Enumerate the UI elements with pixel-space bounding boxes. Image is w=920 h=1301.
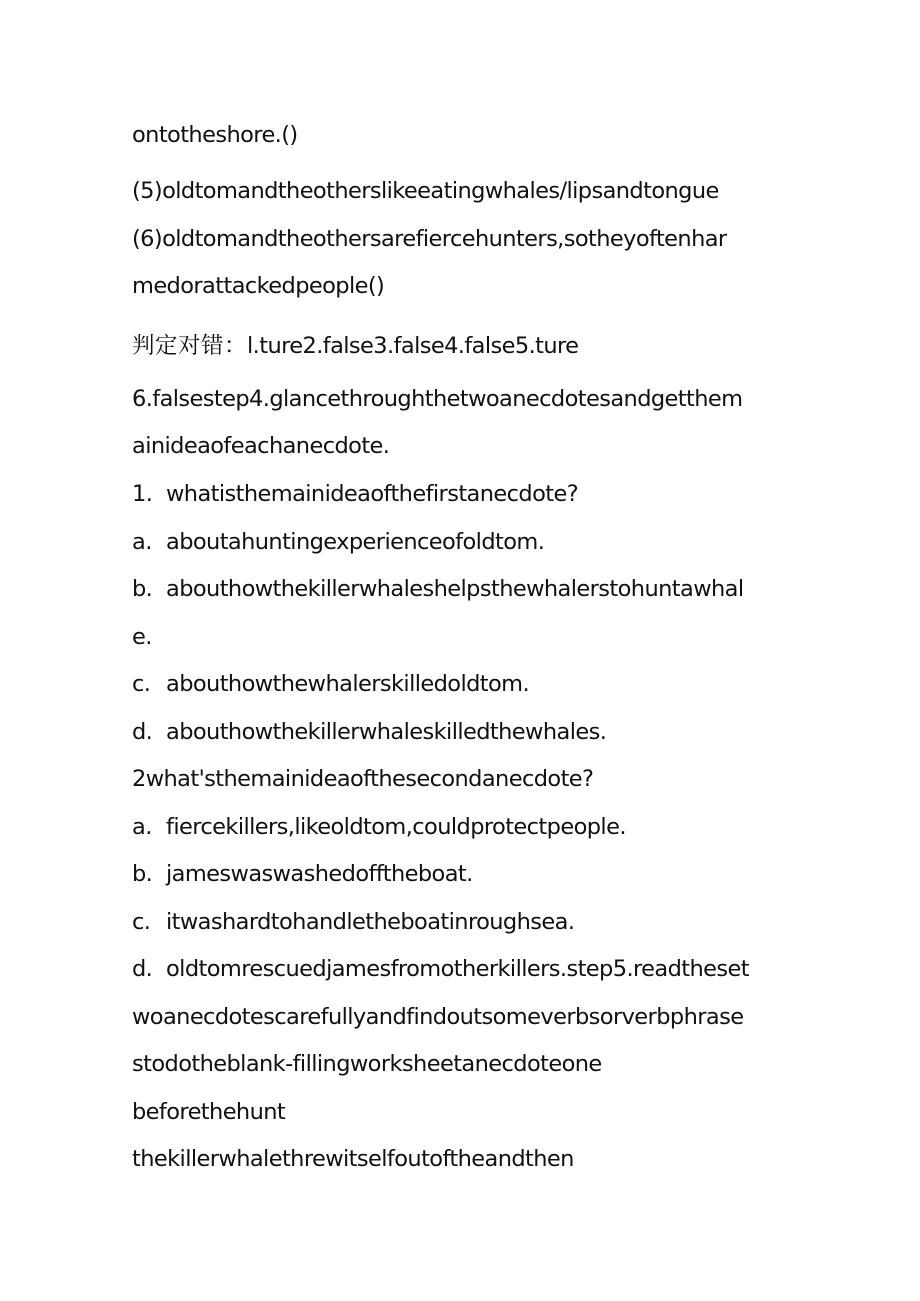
option-label: d. <box>132 956 153 982</box>
option-text: abouthowthewhalerskilledoldtom. <box>166 671 530 697</box>
statement-5: (5)oldtomandtheotherslikeeatingwhales/lipsandtongue <box>132 178 719 204</box>
step4-line-continued: ainideaofeachanecdote. <box>132 433 390 459</box>
answer-key-values: l.ture2.false3.false4.false5.ture <box>247 333 579 359</box>
question-2-option-a <box>132 812 802 842</box>
statement-6: (6)oldtomandtheothersarefiercehunters,sotheyoftenhar <box>132 226 727 252</box>
option-label: c. <box>132 671 151 697</box>
option-text: aboutahuntingexperienceofoldtom. <box>166 529 545 555</box>
question-1 <box>132 479 802 509</box>
statement-6-continued: medorattackedpeople() <box>132 273 385 299</box>
option-label: d. <box>132 719 153 745</box>
question-1-option-b-continued: e. <box>132 624 152 650</box>
option-text: abouthowthekillerwhaleshelpsthewhalerstohuntawhal <box>166 576 744 602</box>
text-line-shore: ontotheshore.() <box>132 122 298 148</box>
answer-key-line <box>132 331 802 361</box>
worksheet-sentence: thekillerwhalethrewitselfoutoftheandthen <box>132 1146 574 1172</box>
question-1-option-a <box>132 527 802 557</box>
question-1-number: 1. <box>132 481 153 507</box>
answer-key-label: 判定对错： <box>132 333 248 359</box>
question-1-option-b <box>132 574 802 604</box>
step5-line-worksheet: stodotheblank-fillingworksheetanecdoteone <box>132 1051 602 1077</box>
option-label: c. <box>132 909 151 935</box>
question-2-option-c <box>132 907 802 937</box>
question-2-option-d <box>132 954 802 984</box>
option-text: jameswaswashedofftheboat. <box>166 861 473 887</box>
option-text: fiercekillers,likeoldtom,couldprotectpeople. <box>166 814 626 840</box>
step5-line-continued: woanecdotescarefullyandfindoutsomeverbsorverbphrase <box>132 1004 744 1030</box>
step4-line: 6.falsestep4.glancethroughthetwoanecdotesandgetthem <box>132 386 743 412</box>
question-2: 2what'sthemainideaofthesecondanecdote? <box>132 766 594 792</box>
question-1-option-d <box>132 717 802 747</box>
option-label: a. <box>132 529 152 555</box>
question-1-option-c <box>132 669 802 699</box>
before-the-hunt-heading: beforethehunt <box>132 1099 286 1125</box>
question-1-text: whatisthemainideaofthefirstanecdote? <box>166 481 579 507</box>
option-label: a. <box>132 814 152 840</box>
option-label: b. <box>132 861 153 887</box>
option-text: abouthowthekillerwhaleskilledthewhales. <box>166 719 607 745</box>
question-2-option-b <box>132 859 802 889</box>
option-text: itwashardtohandletheboatinroughsea. <box>166 909 575 935</box>
option-text: oldtomrescuedjamesfromotherkillers.step5.readtheset <box>166 956 749 982</box>
option-label: b. <box>132 576 153 602</box>
